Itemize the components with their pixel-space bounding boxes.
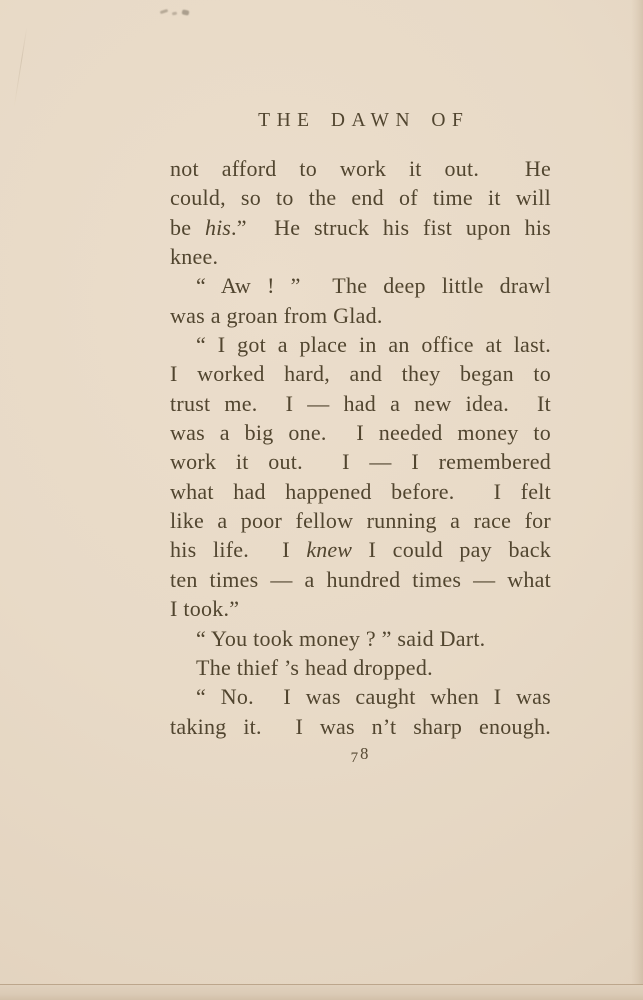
text-segment: The thief ’s head dropped.: [196, 654, 433, 680]
text-segment: like a poor fellow running a race for: [170, 508, 551, 534]
italic-text: his: [204, 214, 231, 240]
text-line: [170, 447, 551, 476]
text-line: [170, 565, 551, 594]
text-line: [170, 183, 551, 212]
text-line: [170, 271, 551, 300]
text-line: [170, 154, 551, 183]
text-segment: “ I got a place in an office at last.: [196, 332, 551, 358]
text-line: [170, 653, 551, 682]
text-line: [170, 624, 551, 653]
text-line: [170, 682, 551, 711]
folio-digit: 8: [360, 744, 371, 763]
text-line: [170, 712, 551, 741]
text-line: [170, 389, 551, 418]
text-segment: taking it. I was n’t sharp enough.: [170, 713, 551, 739]
text-segment: be: [170, 214, 205, 240]
text-segment: “ No. I was caught when I was: [196, 684, 551, 710]
text-segment: knee.: [170, 244, 219, 270]
running-head: THE DAWN OF: [258, 110, 470, 131]
text-segment: work it out. I — I remembered: [170, 449, 551, 475]
text-segment: not afford to work it out. He: [170, 156, 551, 181]
text-line: [170, 301, 551, 330]
text-line: [170, 535, 551, 564]
text-segment: “ Aw ! ” The deep little drawl: [196, 273, 551, 299]
text-segment: his life. I: [170, 537, 307, 563]
text-line: [170, 242, 551, 271]
text-segment: “ You took money ? ” said Dart.: [196, 625, 486, 651]
text-segment: trust me. I — had a new idea. It: [170, 390, 551, 416]
page-edge-shadow-right: [631, 0, 643, 1000]
text-segment: I could pay back: [351, 537, 551, 563]
text-line: [170, 477, 551, 506]
page-edge-shadow-bottom: [0, 984, 643, 1000]
text-block: [170, 154, 551, 741]
text-segment: ten times — a hundred times — what: [170, 566, 551, 592]
text-segment: I took.”: [170, 596, 240, 622]
text-line: [170, 359, 551, 388]
text-line: [170, 213, 551, 242]
text-segment: was a groan from Glad.: [170, 302, 383, 328]
text-line: [170, 330, 551, 359]
text-line: [170, 594, 551, 623]
text-segment: could, so to the end of time it will: [170, 185, 551, 211]
text-line: [170, 418, 551, 447]
page-number: [170, 745, 551, 764]
folio-digit: 7: [350, 750, 361, 766]
text-segment: I worked hard, and they began to: [170, 361, 551, 387]
text-segment: what had happened before. I felt: [170, 478, 551, 504]
text-segment: was a big one. I needed money to: [170, 420, 551, 446]
italic-text: knew: [306, 537, 352, 563]
text-segment: .” He struck his fist upon his: [230, 214, 551, 240]
text-line: [170, 506, 551, 535]
